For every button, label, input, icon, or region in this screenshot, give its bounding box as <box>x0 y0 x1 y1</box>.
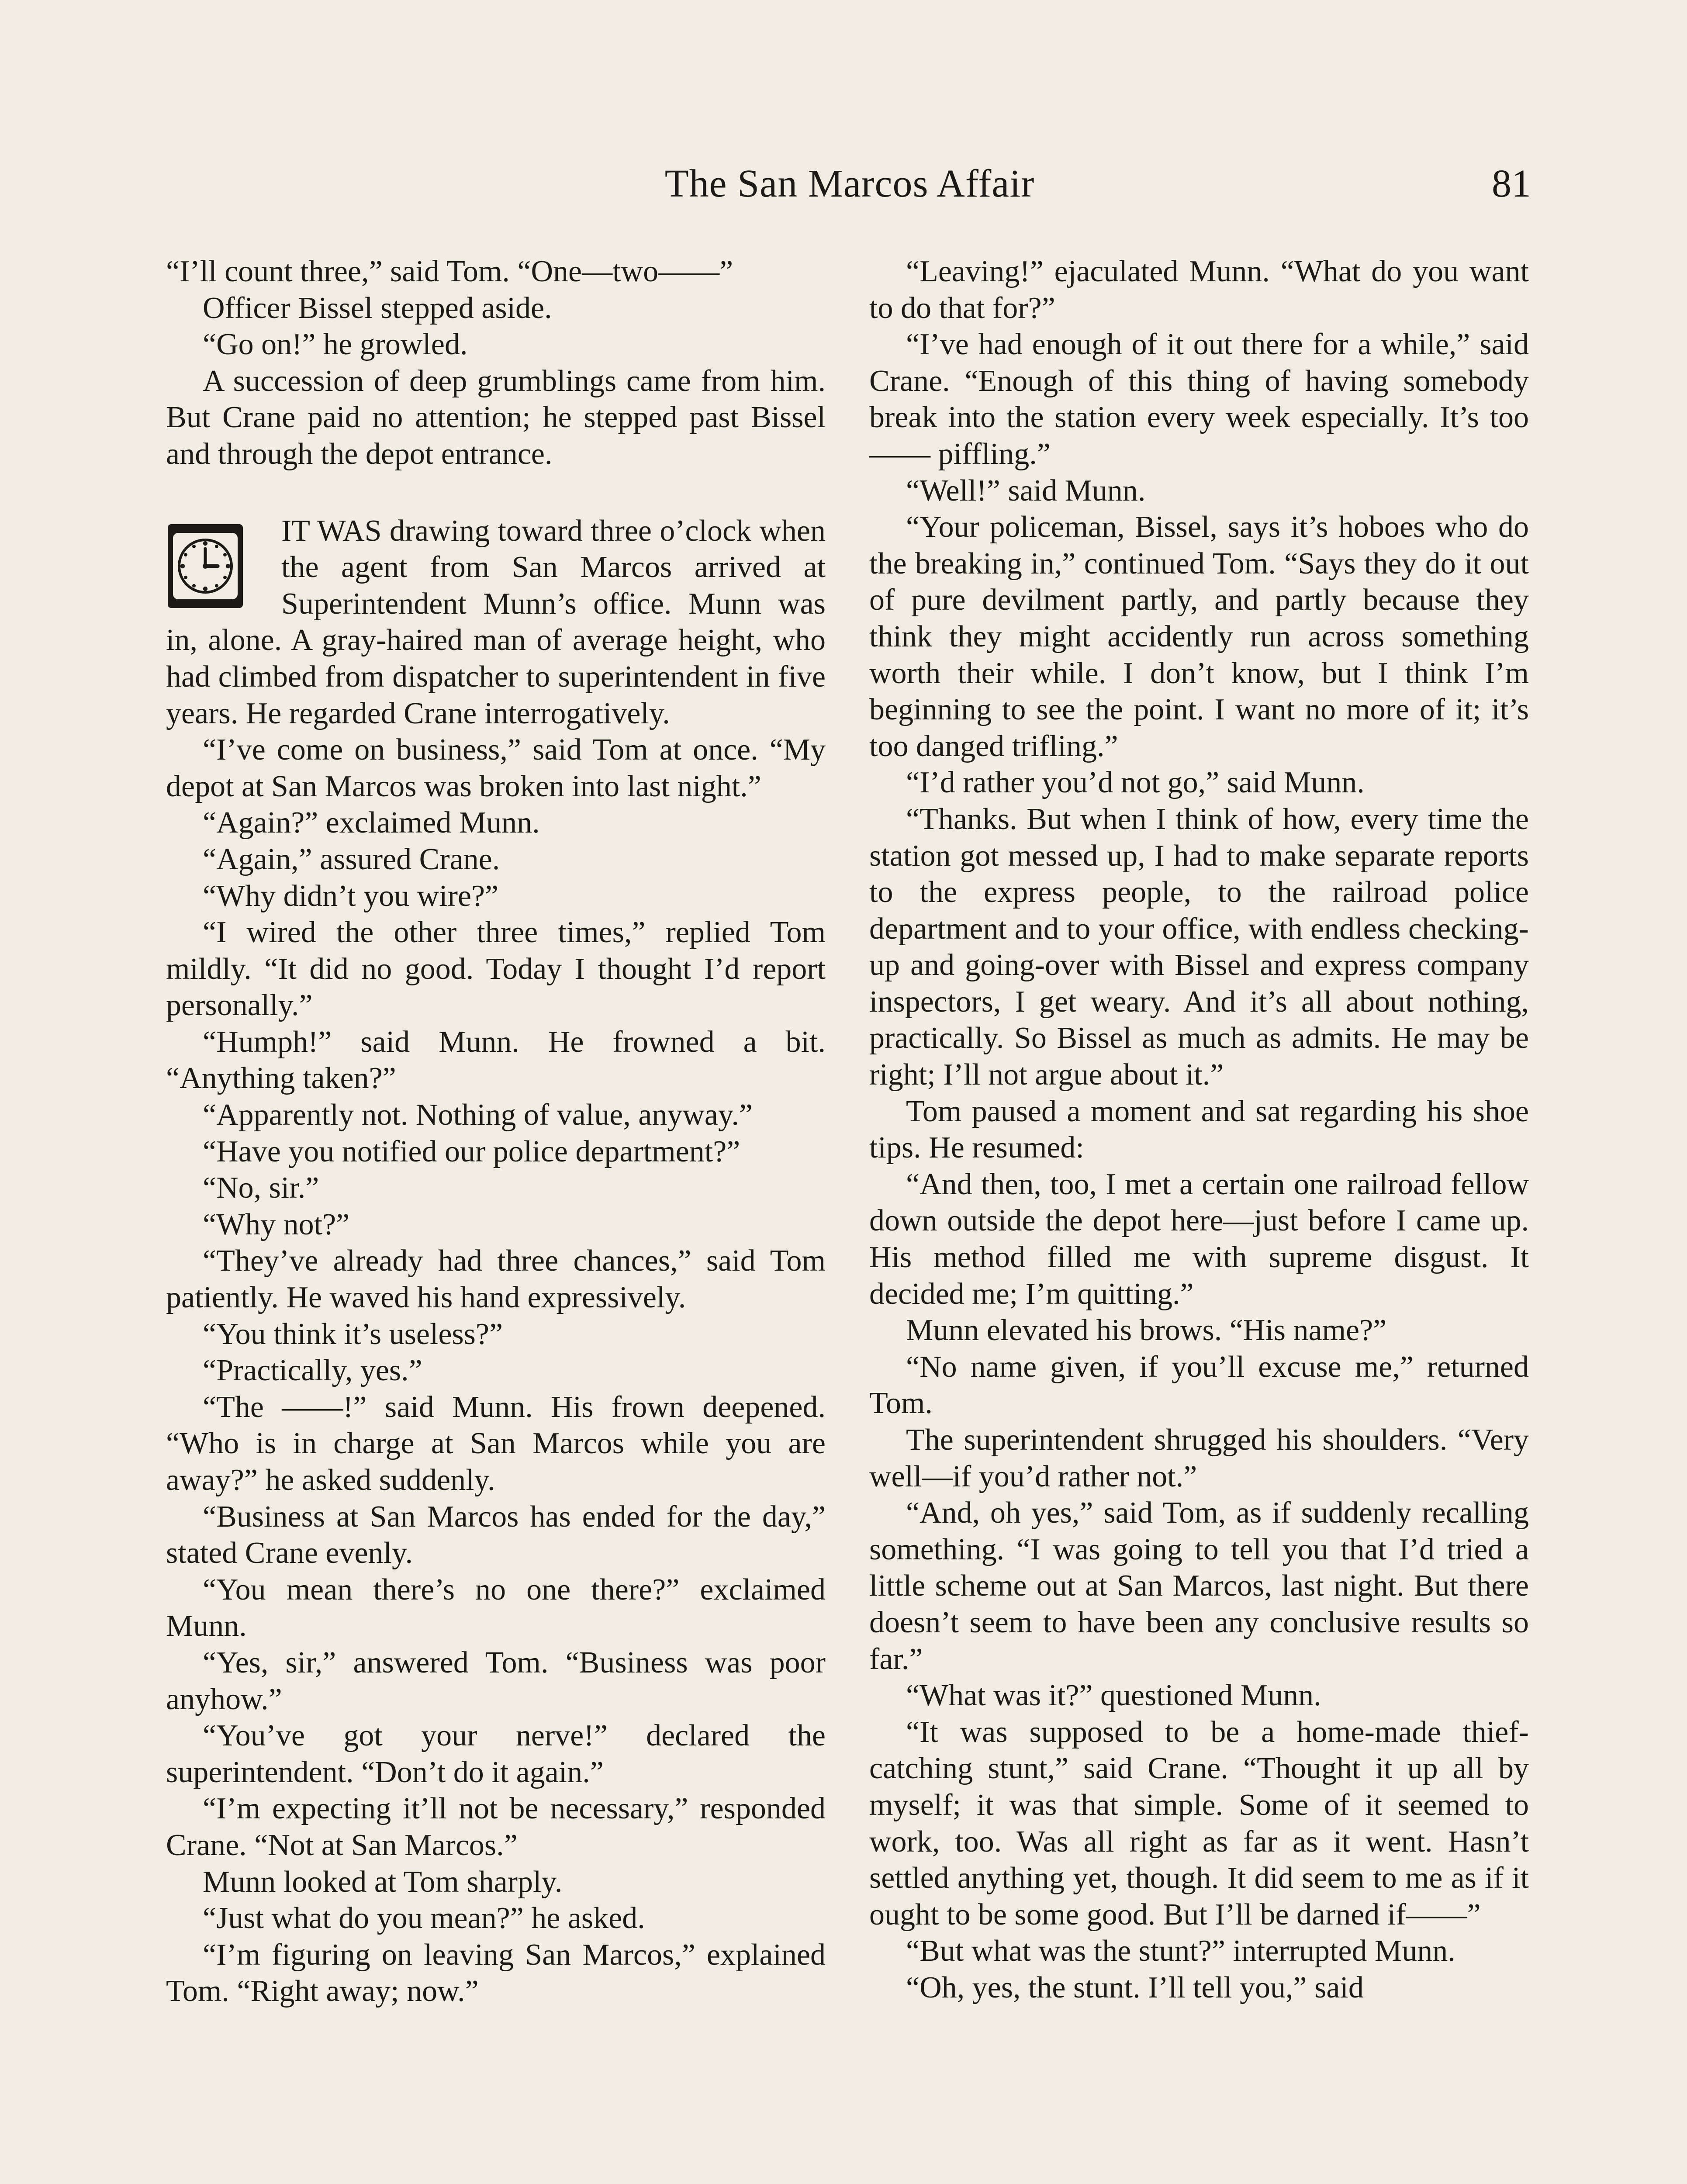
paragraph: “Leaving!” ejaculated Munn. “What do you want to do that for?” <box>869 255 1529 325</box>
right-column <box>869 253 1529 2006</box>
paragraph: “You think it’s useless?” <box>203 1317 503 1351</box>
paragraph: “Practically, yes.” <box>203 1354 422 1388</box>
section-opening-text: IT WAS drawing toward three o’clock when the agent from San Marcos arrived at Superintendent Munn’s office. Munn was in, alone. A gray-haired man of average height, who had climbed from dispatcher to superintendent in five years. He regarded Crane interrogatively. <box>166 514 826 730</box>
paragraph: “And then, too, I met a certain one railroad fellow down outside the depot here—just before I came up. His method filled me with supreme disgust. It decided me; I’m quitting.” <box>869 1167 1529 1311</box>
page-title: The San Marcos Affair <box>664 162 1035 205</box>
paragraph: Officer Bissel stepped aside. <box>203 291 552 325</box>
paragraph: “I’ll count three,” said Tom. “One—two——” <box>166 255 733 288</box>
paragraph: “Thanks. But when I think of how, every time the station got messed up, I had to make separate reports to the express people, to the railroad police department and to your office, with endless checking-up and going-over with Bissel and express company inspectors, I get weary. And it’s all about nothing, practically. So Bissel as much as admits. He may be right; I’ll not argue about it.” <box>869 802 1529 1092</box>
paragraph: “Again,” assured Crane. <box>203 842 500 876</box>
paragraph: “Again?” exclaimed Munn. <box>203 806 540 840</box>
left-column <box>166 253 826 2010</box>
paragraph: “Yes, sir,” answered Tom. “Business was poor anyhow.” <box>166 1645 826 1716</box>
paragraph: “No, sir.” <box>203 1171 319 1205</box>
paragraph: A succession of deep grumblings came from him. But Crane paid no attention; he stepped past Bissel and through the depot entrance. <box>166 364 826 471</box>
paragraph: Munn looked at Tom sharply. <box>203 1865 563 1899</box>
paragraph: “What was it?” questioned Munn. <box>906 1679 1321 1713</box>
page-number: 81 <box>1492 162 1531 205</box>
section-opening <box>166 513 826 732</box>
paragraph: “Humph!” said Munn. He frowned a bit. “Anything taken?” <box>166 1025 826 1095</box>
paragraph: “But what was the stunt?” interrupted Munn. <box>906 1934 1455 1968</box>
paragraph: “Business at San Marcos has ended for the day,” stated Crane evenly. <box>166 1500 826 1570</box>
paragraph: “You’ve got your nerve!” declared the superintendent. “Don’t do it again.” <box>166 1719 826 1789</box>
section-break <box>166 473 826 513</box>
paragraph: Tom paused a moment and sat regarding his shoe tips. He resumed: <box>869 1094 1529 1165</box>
paragraph: “I’ve come on business,” said Tom at once. “My depot at San Marcos was broken into last night.” <box>166 733 826 803</box>
page-header <box>168 156 1531 218</box>
paragraph: “The ——!” said Munn. His frown deepened. “Who is in charge at San Marcos while you are away?” he asked suddenly. <box>166 1390 826 1497</box>
paragraph: “You mean there’s no one there?” exclaimed Munn. <box>166 1572 826 1643</box>
paragraph: “Why not?” <box>203 1207 350 1241</box>
paragraph: “Your policeman, Bissel, says it’s hoboes who do the breaking in,” continued Tom. “Says they do it out of pure devilment partly, and partly because they think they might accidently run across something worth their while. I don’t know, but I think I’m beginning to see the point. I want no more of it; it’s too danged trifling.” <box>869 510 1529 763</box>
paragraph: The superintendent shrugged his shoulders. “Very well—if you’d rather not.” <box>869 1423 1529 1493</box>
paragraph: “I wired the other three times,” replied Tom mildly. “It did no good. Today I thought I’d report personally.” <box>166 916 826 1023</box>
paragraph: “They’ve already had three chances,” said Tom patiently. He waved his hand expressively. <box>166 1244 826 1315</box>
paragraph: “And, oh yes,” said Tom, as if suddenly recalling something. “I was going to tell you that I’d tried a little scheme out at San Marcos, last night. But there doesn’t seem to have been any conclusive results so far.” <box>869 1496 1529 1676</box>
paragraph: “Why didn’t you wire?” <box>203 879 499 913</box>
paragraph: “I’m expecting it’ll not be necessary,” responded Crane. “Not at San Marcos.” <box>166 1792 826 1862</box>
paragraph: “Well!” said Munn. <box>906 473 1146 508</box>
paragraph: “Oh, yes, the stunt. I’ll tell you,” said <box>906 1970 1364 2004</box>
clock-icon <box>166 522 245 610</box>
paragraph: “No name given, if you’ll excuse me,” returned Tom. <box>869 1350 1529 1420</box>
paragraph: Munn elevated his brows. “His name?” <box>906 1313 1387 1348</box>
paragraph: “Apparently not. Nothing of value, anyway.” <box>203 1098 753 1132</box>
paragraph: “Have you notified our police department?” <box>203 1134 740 1168</box>
paragraph: “I’ve had enough of it out there for a while,” said Crane. “Enough of this thing of having somebody break into the station every week especially. It’s too —— piffling.” <box>869 328 1529 471</box>
paragraph: “I’d rather you’d not go,” said Munn. <box>906 766 1365 800</box>
paragraph: “It was supposed to be a home-made thief-catching stunt,” said Crane. “Thought it up all by myself; it was that simple. Some of it seemed to work, too. Was all right as far as it went. Hasn’t settled anything yet, though. It did seem to me as if it ought to be some good. But I’ll be darned if——” <box>869 1715 1529 1932</box>
paragraph: “Go on!” he growled. <box>203 328 468 362</box>
paragraph: “Just what do you mean?” he asked. <box>203 1901 645 1935</box>
paragraph: “I’m figuring on leaving San Marcos,” explained Tom. “Right away; now.” <box>166 1938 826 2008</box>
